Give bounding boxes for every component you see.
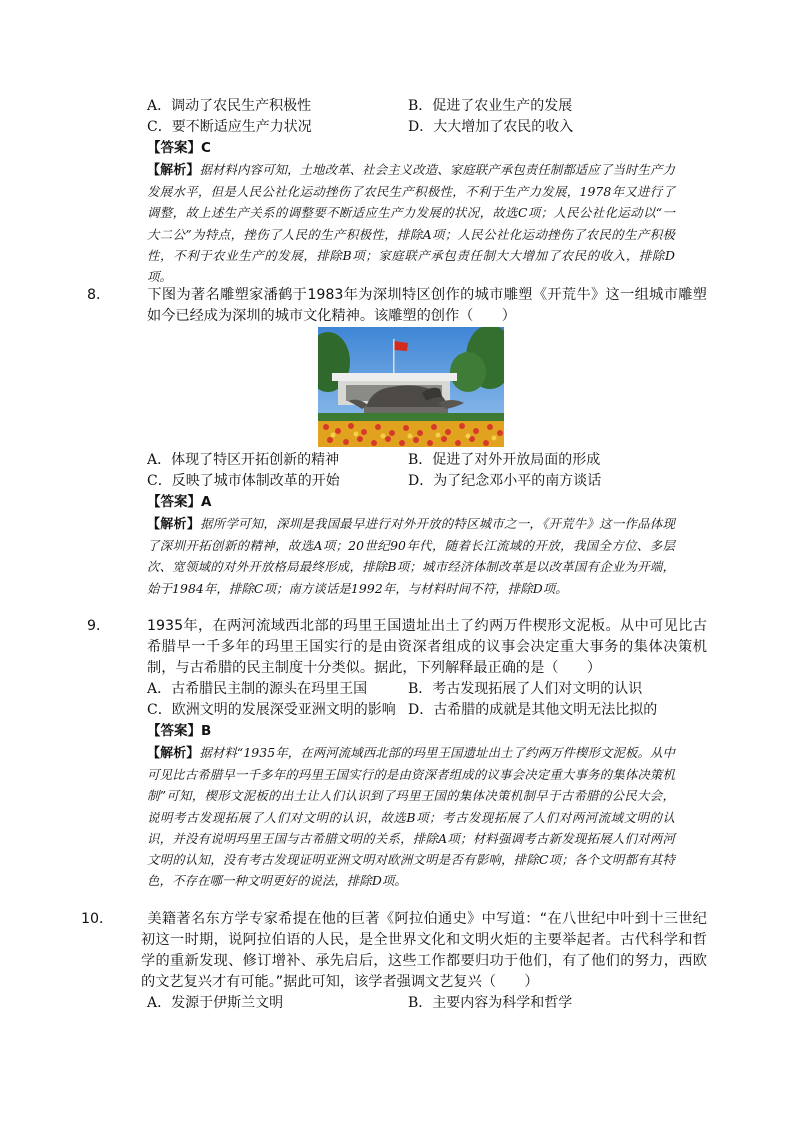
q8-stem bbox=[87, 285, 707, 327]
q8-option-c: C．反映了城市体制改革的开始 bbox=[147, 473, 340, 489]
q7-option-b: B．促进了农业生产的发展 bbox=[408, 98, 573, 114]
question-number: 8． bbox=[87, 287, 111, 303]
q7-option-a: A．调动了农民生产积极性 bbox=[147, 98, 312, 114]
q7-answer bbox=[147, 138, 211, 158]
q8-option-d: D．为了纪念邓小平的南方谈话 bbox=[408, 473, 602, 489]
answer-label: 【答案】 bbox=[147, 723, 201, 739]
explanation-label: 【解析】 bbox=[147, 517, 201, 532]
answer-label: 【答案】 bbox=[147, 140, 201, 156]
question-number: 10． bbox=[81, 911, 114, 927]
q9-option-a: A．古希腊民主制的源头在玛里王国 bbox=[147, 681, 368, 697]
q7-explanation bbox=[147, 159, 675, 287]
q9-option-c: C．欧洲文明的发展深受亚洲文明的影响 bbox=[147, 702, 396, 718]
q7-option-d: D．大大增加了农民的收入 bbox=[408, 119, 574, 135]
answer-value: B bbox=[201, 723, 212, 739]
explanation-label: 【解析】 bbox=[147, 163, 200, 178]
explanation-text: 据材料内容可知，土地改革、社会主义改造、家庭联产承包责任制都适应了当时生产力发展水平，但是人民公社化运动挫伤了农民生产积极性，不利于生产力发展，1978年又进行了调整，故上述生产关系的调整要不断适应生产力发展的状况，故选C项；人民公社化运动以“一大二公”为特点，挫伤了人民的生产积极性，排除A项；人民公社化运动挫伤了农民的生产积极性，不利于农业生产的发展，排除B项；家庭联产承包责任制大大增加了农民的收入，排除D项。 bbox=[147, 162, 675, 285]
q9-stem bbox=[87, 616, 707, 679]
q8-explanation bbox=[147, 513, 675, 599]
explanation-label: 【解析】 bbox=[147, 746, 200, 761]
question-number: 9． bbox=[87, 618, 111, 634]
explanation-text: 据材料“1935年，在两河流域西北部的玛里王国遗址出土了约两万件楔形文泥板。从中可见比古希腊早一千多年的玛里王国实行的是由资深者组成的议事会决定重大事务的集体决策机制”可知，楔形文泥板的出土让人们认识到了玛里王国的集体决策机制早于古希腊的公民大会，说明考古发现拓展了人们对文明的认识，故选B项；考古发现拓展了人们对两河流域文明的认识，并没有说明玛里王国与古希腊文明的关系，排除A项；材料强调考古新发现拓展人们对两河文明的认知，没有考古发现证明亚洲文明对欧洲文明是否有影响，排除C项；各个文明都有其特色，不存在哪一种文明更好的说法，排除D项。 bbox=[147, 745, 675, 889]
q10-option-b: B．主要内容为科学和哲学 bbox=[408, 995, 573, 1011]
question-text: 美籍著名东方学专家希提在他的巨著《阿拉伯通史》中写道：“在八世纪中叶到十三世纪初这一时期，说阿拉伯语的人民，是全世界文化和文明火炬的主要举起者。古代科学和哲学的重新发现、修订增补、承先启后，这些工作都要归功于他们，有了他们的努力，西欧的文艺复兴才有可能。”据此可知，该学者强调文艺复兴（ ） bbox=[141, 911, 707, 990]
q10-option-a: A．发源于伊斯兰文明 bbox=[147, 995, 284, 1011]
answer-value: C bbox=[201, 140, 211, 156]
answer-label: 【答案】 bbox=[147, 494, 201, 510]
q9-explanation bbox=[147, 742, 675, 891]
q9-option-d: D．古希腊的成就是其他文明无法比拟的 bbox=[408, 702, 658, 718]
sculpture-photo bbox=[318, 327, 504, 447]
q7-option-c: C．要不断适应生产力状况 bbox=[147, 119, 312, 135]
q8-answer bbox=[147, 492, 211, 512]
q10-stem bbox=[81, 909, 707, 993]
q8-option-b: B．促进了对外开放局面的形成 bbox=[408, 452, 601, 468]
question-text: 1935年，在两河流域西北部的玛里王国遗址出土了约两万件楔形文泥板。从中可见比古希腊早一千多年的玛里王国实行的是由资深者组成的议事会决定重大事务的集体决策机制，与古希腊的民主制度十分类似。据此，下列解释最正确的是（ ） bbox=[147, 618, 707, 676]
explanation-text: 据所学可知，深圳是我国最早进行对外开放的特区城市之一，《开荒牛》这一作品体现了深圳开拓创新的精神，故选A项；20世纪90年代，随着长江流域的开放，我国全方位、多层次、宽领域的对外开放格局最终形成，排除B项；城市经济体制改革是以改革国有企业为开端，始于1984年，排除C项；南方谈话是1992年，与材料时间不符，排除D项。 bbox=[147, 516, 675, 596]
answer-value: A bbox=[201, 494, 212, 510]
sculpture-photo-graphic bbox=[318, 327, 504, 447]
question-text: 下图为著名雕塑家潘鹤于1983年为深圳特区创作的城市雕塑《开荒牛》这一组城市雕塑如今已经成为深圳的城市文化精神。该雕塑的创作（ ） bbox=[147, 287, 707, 324]
q9-answer bbox=[147, 721, 211, 741]
q9-option-b: B．考古发现拓展了人们对文明的认识 bbox=[408, 681, 643, 697]
q8-option-a: A．体现了特区开拓创新的精神 bbox=[147, 452, 340, 468]
